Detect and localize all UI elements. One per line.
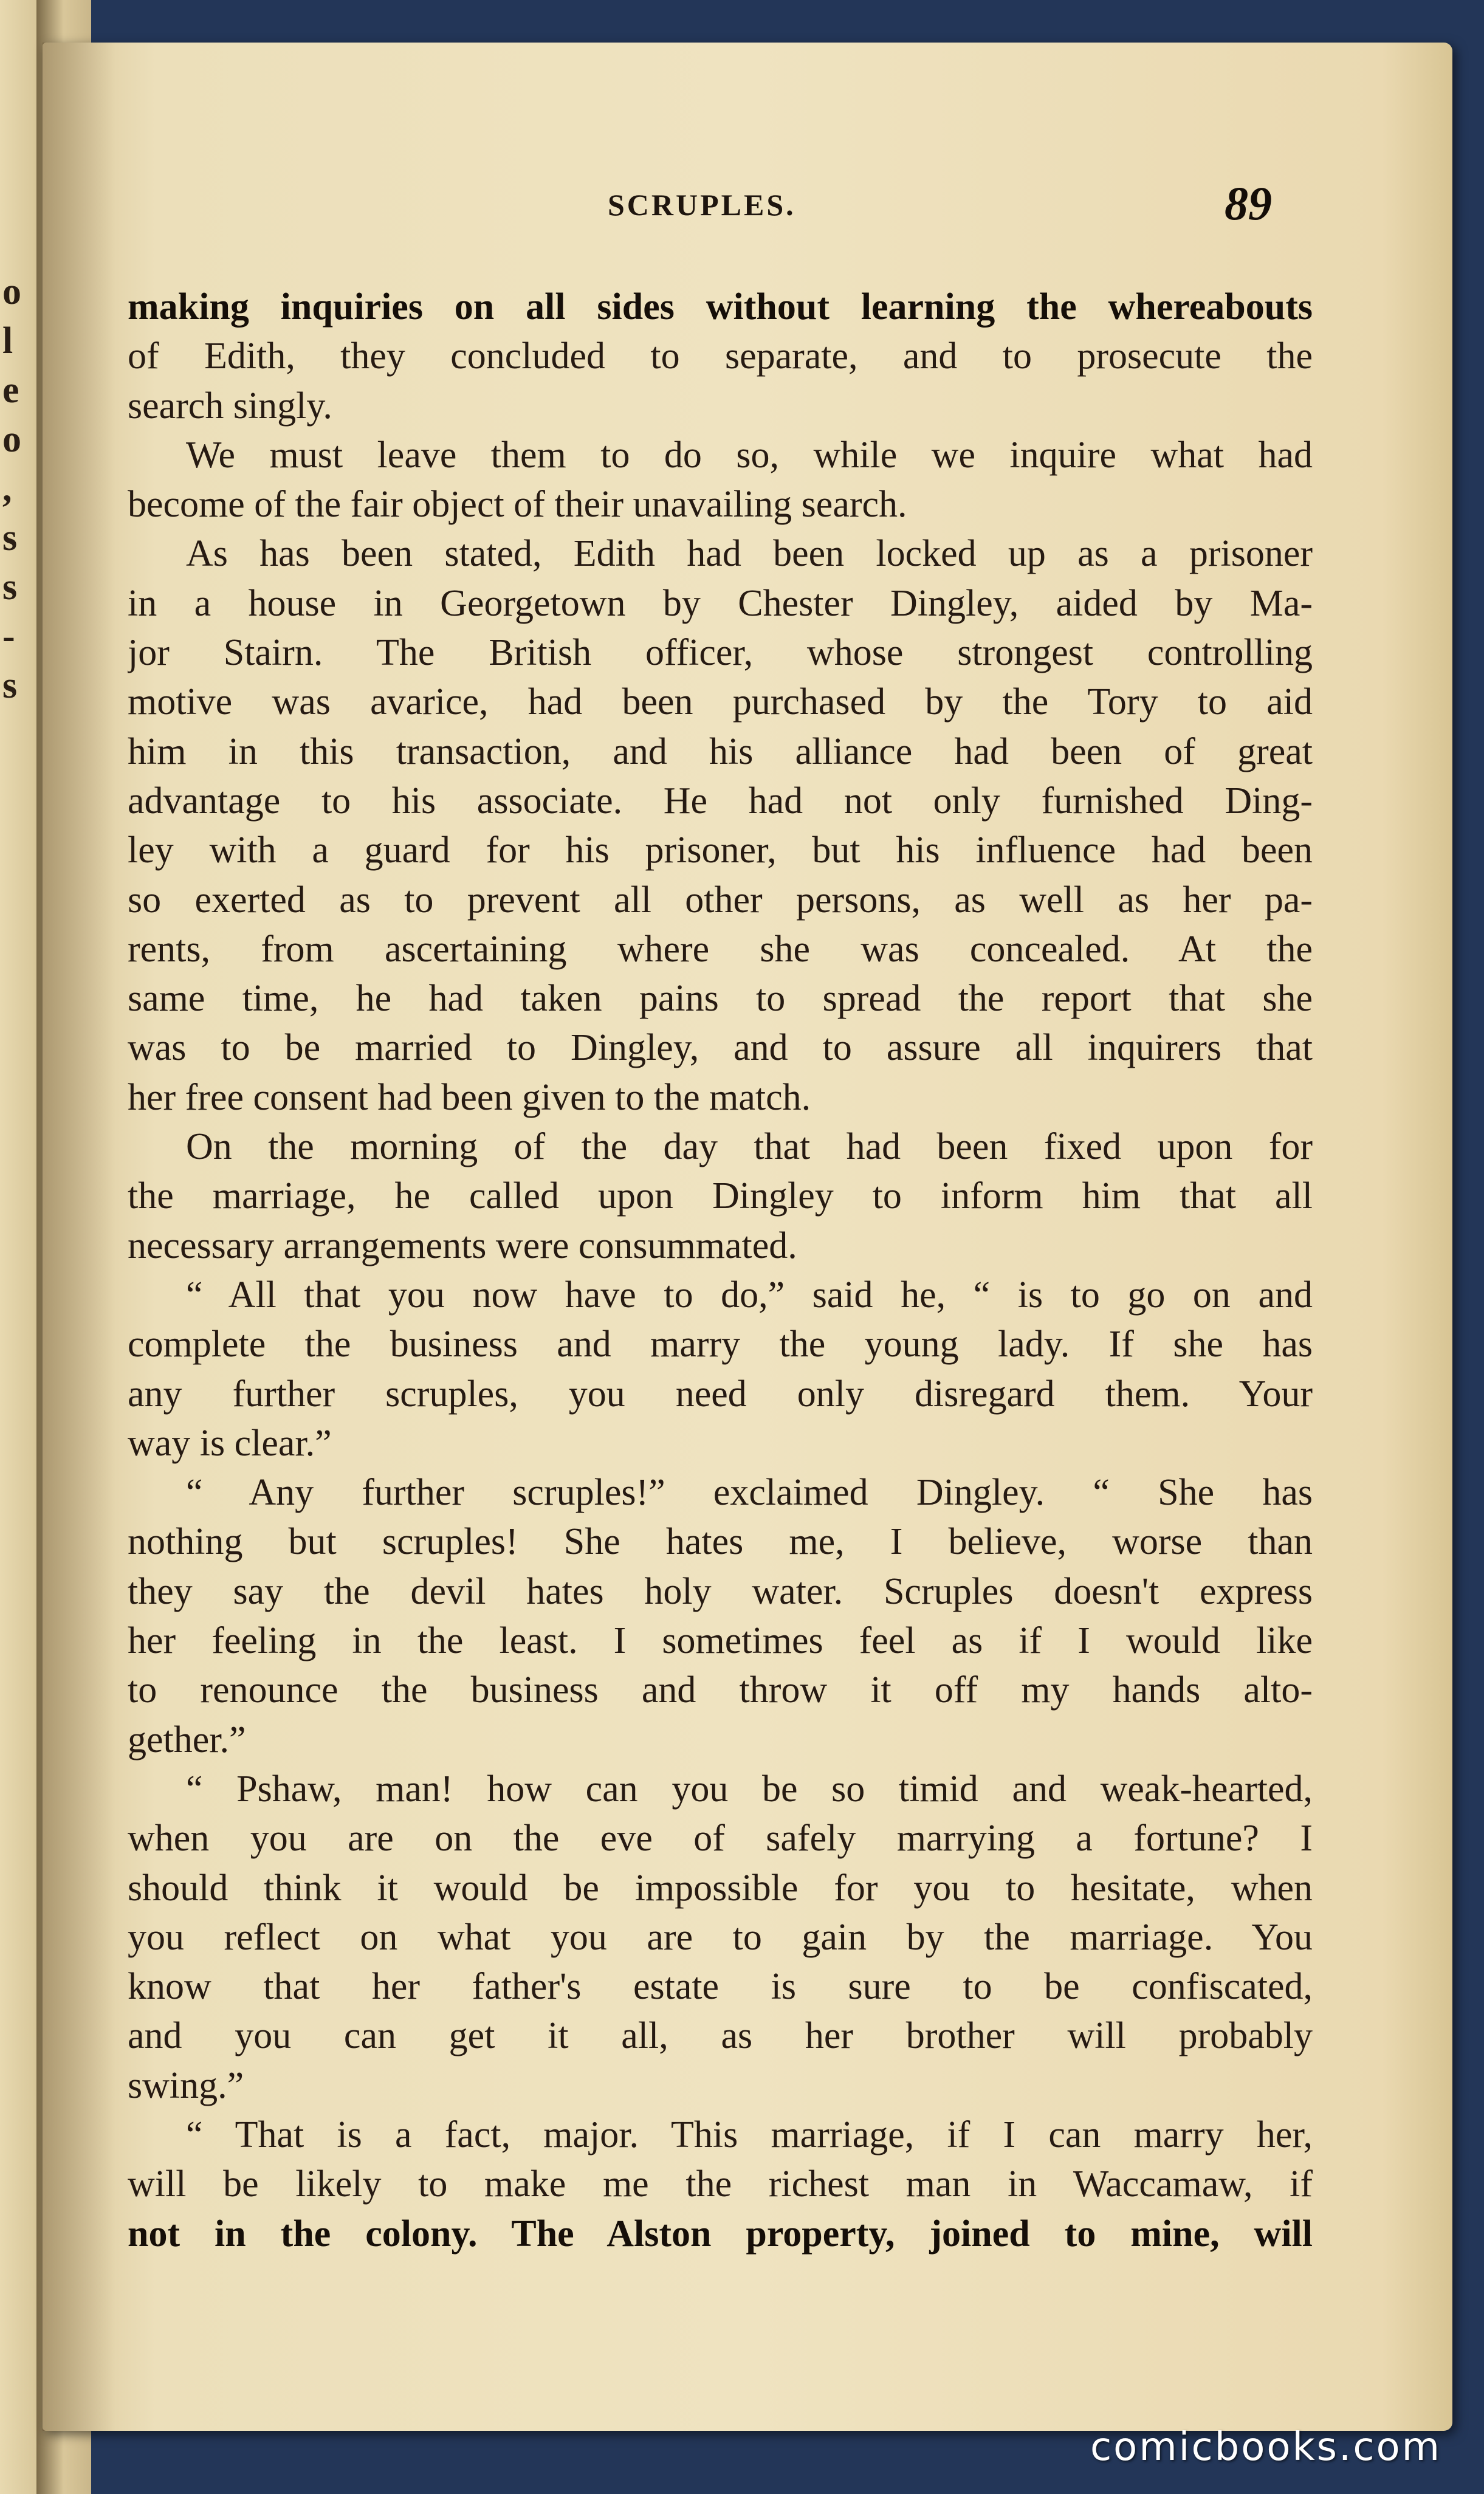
text-line: any further scruples, you need only disregard them. Your	[128, 1373, 1313, 1415]
text-line: and you can get it all, as her brother will probably	[128, 2015, 1313, 2057]
text-line: will be likely to make me the richest man in Waccamaw, if	[128, 2163, 1313, 2205]
text-line: search singly.	[128, 385, 332, 427]
body-text	[128, 283, 1313, 2259]
text-line: the marriage, he called upon Dingley to inform him that all	[128, 1175, 1313, 1217]
text-line: him in this transaction, and his alliance had been of great	[128, 730, 1313, 772]
text-line: necessary arrangements were consummated.	[128, 1225, 797, 1266]
text-line: in a house in Georgetown by Chester Dingley, aided by Ma-	[128, 582, 1313, 624]
text-line: nothing but scruples! She hates me, I believe, worse than	[128, 1521, 1313, 1563]
text-line: On the morning of the day that had been fixed upon for	[186, 1126, 1313, 1168]
running-head	[43, 176, 1452, 231]
text-line: become of the fair object of their unavailing search.	[128, 484, 907, 526]
running-title: SCRUPLES.	[608, 188, 796, 222]
previous-page-letter: l	[2, 320, 13, 362]
text-line: her feeling in the least. I sometimes feel as if I would like	[128, 1620, 1313, 1662]
previous-page-letter: -	[2, 616, 15, 657]
previous-page-fragments	[2, 267, 33, 710]
text-line: swing.”	[128, 2064, 244, 2106]
text-line: so exerted as to prevent all other persons, as well as her pa-	[128, 879, 1313, 921]
text-line: “ All that you now have to do,” said he, “ is to go on and	[186, 1274, 1313, 1316]
text-line: you reflect on what you are to gain by the marriage. You	[128, 1916, 1313, 1958]
previous-page-letter: o	[2, 419, 21, 460]
text-line: when you are on the eve of safely marrying a fortune? I	[128, 1818, 1313, 1860]
text-line: motive was avarice, had been purchased by the Tory to aid	[128, 681, 1313, 723]
gutter-shadow	[43, 43, 115, 2431]
previous-page-letter: o	[2, 271, 21, 312]
text-line: “ Pshaw, man! how can you be so timid and weak-hearted,	[186, 1768, 1313, 1810]
previous-page-letter: s	[2, 517, 18, 558]
text-line: gether.”	[128, 1719, 246, 1761]
previous-page-letter: s	[2, 566, 18, 608]
text-line: to renounce the business and throw it off my hands alto-	[128, 1669, 1313, 1711]
watermark: comicbooks.com	[1090, 2425, 1441, 2470]
text-line: was to be married to Dingley, and to assure all inquirers that	[128, 1027, 1313, 1069]
previous-page-letter: e	[2, 369, 19, 411]
text-line: of Edith, they concluded to separate, and to prosecute the	[128, 335, 1313, 377]
text-line: complete the business and marry the young lady. If she has	[128, 1324, 1313, 1366]
text-line: ley with a guard for his prisoner, but his influence had been	[128, 830, 1313, 871]
previous-page-letter: s	[2, 665, 18, 706]
text-line: not in the colony. The Alston property, joined to mine, will	[128, 2213, 1313, 2255]
text-line: advantage to his associate. He had not only furnished Ding-	[128, 780, 1313, 822]
text-line: they say the devil hates holy water. Scruples doesn't express	[128, 1570, 1313, 1612]
text-line: As has been stated, Edith had been locked up as a prisoner	[186, 533, 1313, 575]
text-line: making inquiries on all sides without learning the whereabouts	[128, 286, 1313, 328]
previous-page-letter: ,	[2, 468, 12, 509]
text-line: rents, from ascertaining where she was concealed. At the	[128, 928, 1313, 970]
text-line: her free consent had been given to the match.	[128, 1076, 811, 1118]
text-line: “ Any further scruples!” exclaimed Dingley. “ She has	[186, 1472, 1313, 1514]
text-line: same time, he had taken pains to spread the report that she	[128, 978, 1313, 1020]
text-line: “ That is a fact, major. This marriage, if I can marry her,	[186, 2114, 1313, 2156]
text-line: We must leave them to do so, while we inquire what had	[186, 434, 1313, 476]
text-line: should think it would be impossible for you to hesitate, when	[128, 1867, 1313, 1909]
text-line: know that her father's estate is sure to be confiscated,	[128, 1966, 1313, 2008]
book-page	[43, 43, 1452, 2431]
text-line: jor Stairn. The British officer, whose strongest controlling	[128, 632, 1313, 674]
page-number: 89	[1225, 177, 1272, 230]
text-line: way is clear.”	[128, 1422, 332, 1464]
